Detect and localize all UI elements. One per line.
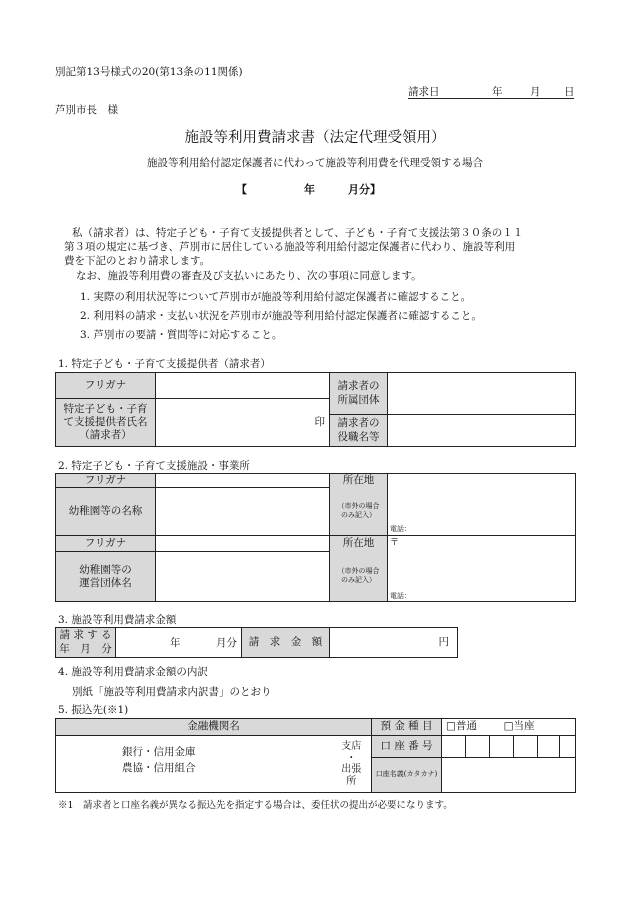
operator-furigana-label: フリガナ	[56, 536, 156, 552]
section5-heading: 5. 振込先(※1)	[58, 704, 129, 716]
billing-month: 月分	[216, 637, 237, 649]
deposit-type-options	[442, 719, 576, 736]
request-date-month: 月	[530, 86, 541, 98]
title-input[interactable]	[388, 415, 576, 447]
para1-line1: 私（請求者）は、特定子ども・子育て支援提供者として、子ども・子育て支援法第３０条の１１	[72, 227, 524, 239]
page-subtitle: 施設等利用給付認定保護者に代わって施設等利用費を代理受領する場合	[147, 157, 483, 169]
provider-name-label: 特定子ども・子育 て支援提供者氏名 （請求者）	[56, 399, 156, 447]
para2: なお、施設等利用費の審査及び支払いにあたり、次の事項に同意します。	[76, 270, 422, 282]
account-name-input[interactable]	[442, 758, 576, 793]
touza-checkbox[interactable]: □当座	[503, 720, 535, 733]
section2-heading: 2. 特定子ども・子育て支援施設・事業所	[58, 460, 250, 472]
provider-name-input[interactable]	[156, 399, 330, 447]
section2-table	[55, 473, 576, 602]
request-date-day: 日	[564, 86, 575, 98]
account-name-label: 口座名義(カタカナ)	[372, 758, 442, 793]
period-year: 年	[304, 183, 315, 196]
request-date	[408, 84, 574, 99]
billing-period-label: 請 求 す る 年 月 分	[56, 628, 116, 658]
bank-name-input[interactable]	[56, 736, 322, 793]
para1-line3: 費を下記のとおり請求します。	[64, 255, 211, 267]
para1-line2: 第３項の規定に基づき、芦別市に居住している施設等利用給付認定保護者に代わり、施設等利用	[64, 241, 516, 253]
deposit-type-label: 預 金 種 目	[372, 719, 442, 736]
facility-furigana-label: フリガナ	[56, 474, 156, 488]
operator-address-note: （市外の場合 のみ記入）	[330, 552, 388, 602]
operator-name-label: 幼稚園等の 運営団体名	[56, 552, 156, 602]
section4-heading: 4. 施設等利用費請求金額の内訳	[58, 666, 208, 678]
furigana-label: フリガナ	[56, 373, 156, 399]
yen-unit: 円	[438, 635, 449, 648]
footnote: ※1 請求者と口座名義が異なる振込先を指定する場合は、委任状の提出が必要になります。	[58, 800, 453, 811]
operator-address-input[interactable]	[388, 536, 576, 602]
bank-header: 金融機関名	[56, 719, 372, 736]
consent-item: 1. 実際の利用状況等について芦別市が施設等利用給付認定保護者に確認すること。	[80, 291, 472, 303]
section5-table	[55, 718, 576, 793]
operator-furigana-input[interactable]	[156, 536, 330, 552]
facility-phone: 電話：	[390, 525, 411, 533]
section4-text: 別紙「施設等利用費請求内訳書」のとおり	[72, 686, 272, 698]
facility-address-note: （市外の場合 のみ記入）	[330, 488, 388, 536]
section1-heading: 1. 特定子ども・子育て支援提供者（請求者）	[58, 358, 271, 370]
form-number: 別記第13号様式の20(第13条の11関係)	[55, 66, 243, 78]
page-title: 施設等利用費請求書（法定代理受領用）	[184, 130, 446, 146]
request-date-label: 請求日	[408, 86, 440, 98]
account-digit[interactable]	[514, 736, 538, 758]
operator-address-label: 所在地	[330, 536, 388, 552]
bank-type-2: 農協・信用組合	[122, 762, 196, 774]
section3-table	[55, 627, 458, 658]
consent-item: 3. 芦別市の要請・質問等に対応すること。	[80, 329, 283, 341]
org-label: 請求者の 所属団体	[330, 373, 388, 415]
facility-furigana-input[interactable]	[156, 474, 330, 488]
branch-input[interactable]	[322, 736, 332, 793]
period-month: 月分】	[348, 183, 381, 196]
billing-period-input[interactable]	[116, 628, 242, 658]
account-digit[interactable]	[442, 736, 466, 758]
operator-phone: 電話：	[390, 592, 411, 601]
amount-input[interactable]	[330, 628, 458, 658]
billing-year: 年	[170, 637, 181, 649]
account-digit[interactable]	[466, 736, 490, 758]
org-input[interactable]	[388, 373, 576, 415]
facility-name-label: 幼稚園等の名称	[56, 488, 156, 536]
period-open: 【	[236, 183, 247, 196]
title-label: 請求者の 役職名等	[330, 415, 388, 447]
facility-name-input[interactable]	[156, 488, 330, 536]
account-number-label: 口 座 番 号	[372, 736, 442, 758]
request-date-year: 年	[492, 86, 503, 98]
futsuu-checkbox[interactable]: □普通	[446, 720, 477, 733]
facility-address-label: 所在地	[330, 474, 388, 488]
section1-table	[55, 372, 576, 447]
account-digit[interactable]	[490, 736, 514, 758]
postal-mark: 〒	[390, 538, 400, 549]
addressee: 芦別市長 様	[55, 104, 118, 116]
branch-type: 支店 ・ 出張 所	[332, 736, 372, 793]
consent-item: 2. 利用料の請求・支払い状況を芦別市が施設等利用給付認定保護者に確認すること。	[80, 310, 482, 322]
account-digit[interactable]	[560, 736, 576, 758]
facility-address-input[interactable]	[388, 474, 576, 536]
operator-name-input[interactable]	[156, 552, 330, 602]
bank-type-1: 銀行・信用金庫	[122, 746, 196, 758]
account-digit[interactable]	[538, 736, 560, 758]
section3-heading: 3. 施設等利用費請求金額	[58, 614, 177, 626]
seal-mark: 印	[314, 415, 325, 428]
furigana-input[interactable]	[156, 373, 330, 399]
amount-label: 請 求 金 額	[242, 628, 330, 658]
